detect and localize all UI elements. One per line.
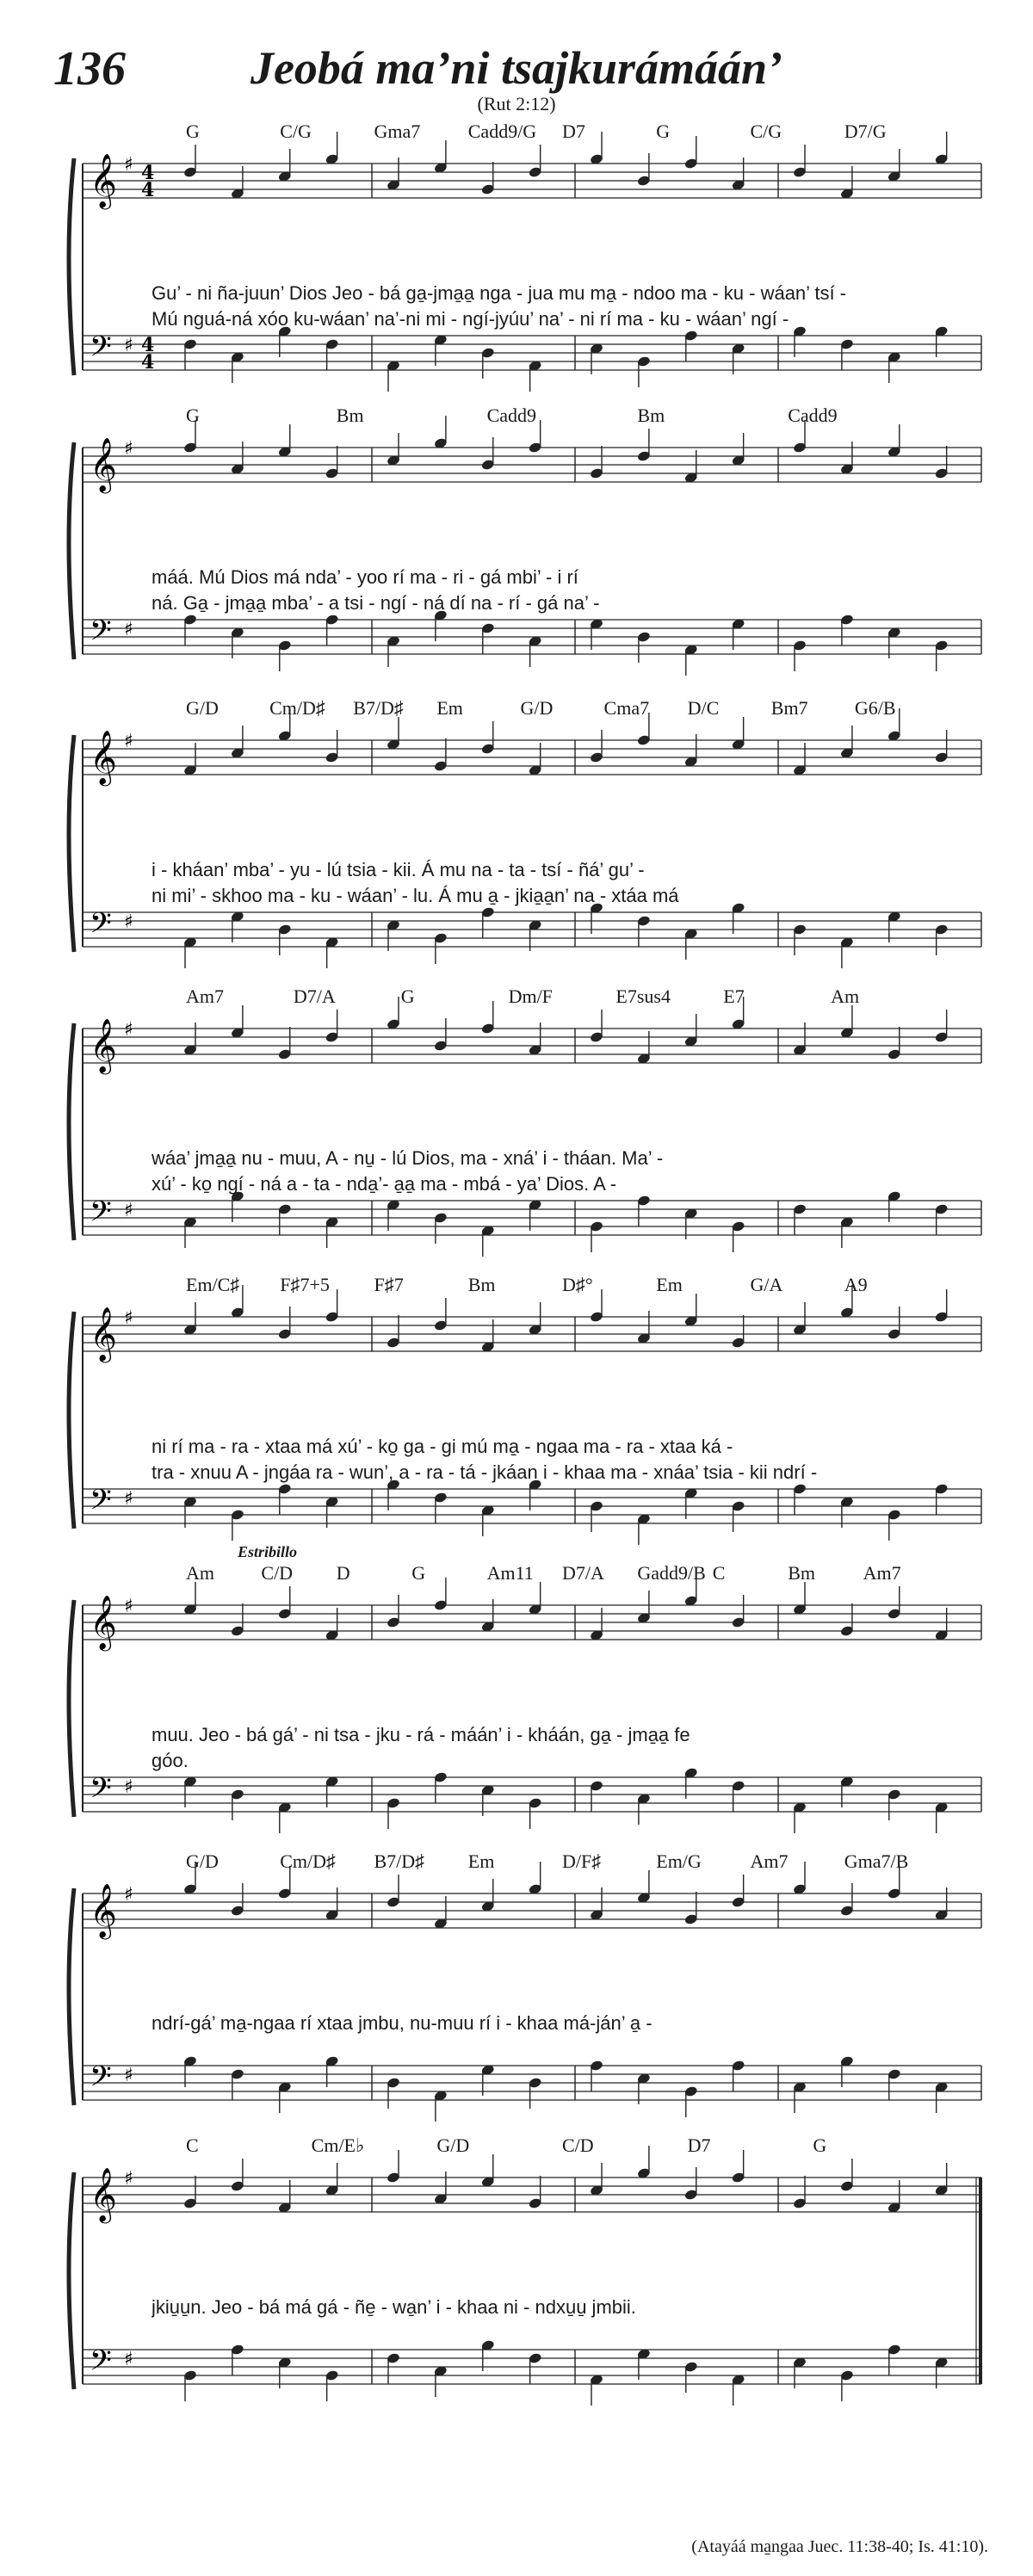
staff-lines xyxy=(48,2134,990,2418)
treble-clef-icon: 𝄞 xyxy=(90,1307,117,1361)
music-system xyxy=(48,2134,990,2418)
bass-clef-icon: 𝄢 xyxy=(90,1484,112,1523)
chord-symbol: Gma7 xyxy=(374,120,421,142)
chord-symbols xyxy=(48,1274,990,1300)
key-signature-icon: ♯ xyxy=(124,2065,133,2086)
chord-symbol: G xyxy=(813,2134,827,2156)
chord-symbol: Cm/D♯ xyxy=(269,697,325,719)
chord-symbol: C xyxy=(712,1562,726,1584)
chord-symbol: Bm xyxy=(467,1274,496,1295)
chord-symbol: D7 xyxy=(562,120,585,142)
chord-symbol: Cadd9/G xyxy=(467,120,537,142)
lyric-line-2: Mú nguá-ná xóo ku-wáan’ na’-ni mi - ngí-jyúu’ na’ - ni rí ma - ku - wáan’ ngí - xyxy=(152,308,789,330)
chord-symbol: G/A xyxy=(750,1274,783,1295)
chord-symbol: Dm/F xyxy=(508,985,553,1007)
chord-symbol: G xyxy=(400,985,415,1007)
chord-symbol: D xyxy=(336,1562,350,1584)
chord-symbol: G xyxy=(186,405,200,426)
lyric-line-2: xú’ - ko̱ ngí - ná a - ta - nda̱’- a̱a̱ ma - mbá - ya’ Dios. A - xyxy=(152,1173,617,1195)
lyric-line-2: góo. xyxy=(152,1750,189,1771)
chord-symbol: Bm xyxy=(336,405,364,426)
treble-clef-icon: 𝄞 xyxy=(90,1883,117,1937)
lyric-line-2: ni mi’ - skhoo ma - ku - wáan’ - lu. Á mu a̱ - jkia̱a̱n’ na - xtáa má xyxy=(152,885,679,906)
chord-symbols xyxy=(48,697,990,723)
treble-clef-icon: 𝄞 xyxy=(90,1018,117,1072)
chord-symbol: C/G xyxy=(750,120,782,142)
staff-lines xyxy=(48,1562,990,1846)
key-signature-icon: ♯ xyxy=(124,2349,133,2370)
lyric-line-1: Gu’ - ni ña-juun’ Dios Jeo - bá ga̱-jma̱a̱ nga - jua mu ma̱ - ndoo ma - ku - wáan’ tsí - xyxy=(152,282,847,304)
chord-symbol: G6/B xyxy=(854,697,896,719)
lyric-line-1: jkiu̱u̱n. Jeo - bá má gá - ñe̱ - wa̱n’ i - khaa ni - ndxu̱u̱ jmbii. xyxy=(152,2296,636,2318)
chord-symbol: D/F♯ xyxy=(562,1850,602,1872)
staff-lines xyxy=(48,120,990,405)
chord-symbol: Cadd9 xyxy=(486,405,537,426)
treble-clef-icon: 𝄞 xyxy=(90,1595,117,1649)
treble-clef-icon: 𝄞 xyxy=(90,153,117,207)
chord-symbol: E7 xyxy=(723,985,745,1007)
chord-symbol: Bm xyxy=(788,1562,815,1584)
treble-clef-icon: 𝄞 xyxy=(90,730,117,784)
music-system xyxy=(48,985,990,1269)
chord-symbol: Em xyxy=(656,1274,683,1295)
chord-symbol: Gadd9/B xyxy=(637,1562,706,1584)
chord-symbols xyxy=(48,120,990,146)
staff-lines xyxy=(48,1274,990,1558)
music-system xyxy=(48,1274,990,1558)
key-signature-icon: ♯ xyxy=(124,438,133,460)
chord-symbols xyxy=(48,2134,990,2160)
staff-lines xyxy=(48,697,990,981)
key-signature-icon: ♯ xyxy=(124,335,133,356)
time-signature: 4 xyxy=(141,162,155,184)
bass-clef-icon: 𝄢 xyxy=(90,1195,112,1235)
chord-symbol: Gma7/B xyxy=(844,1850,909,1872)
chord-symbol: Em/C♯ xyxy=(186,1274,240,1295)
bass-clef-icon: 𝄢 xyxy=(90,330,112,370)
chord-symbol: F♯7+5 xyxy=(280,1274,330,1295)
music-system xyxy=(48,697,990,981)
chord-symbol: D7/A xyxy=(562,1562,604,1584)
chord-symbol: G xyxy=(411,1562,426,1584)
scripture-reference: (Rut 2:12) xyxy=(477,93,556,114)
chord-symbol: Am xyxy=(831,985,860,1007)
bass-clef-icon: 𝄢 xyxy=(90,1772,112,1812)
chord-symbol: B7/D♯ xyxy=(353,697,404,719)
chord-symbol: G/D xyxy=(520,697,554,719)
bass-clef-icon: 𝄢 xyxy=(90,2344,112,2384)
chord-symbol: C/D xyxy=(562,2134,594,2156)
bass-clef-icon: 𝄢 xyxy=(90,615,112,654)
chord-symbols xyxy=(48,985,990,1011)
chord-symbol: E7sus4 xyxy=(615,985,671,1007)
staff-lines xyxy=(48,1850,990,2134)
chord-symbol: Am7 xyxy=(186,985,224,1007)
chord-symbol: D/C xyxy=(687,697,720,719)
key-signature-icon: ♯ xyxy=(124,1596,133,1617)
staff-lines xyxy=(48,405,990,689)
music-system xyxy=(48,405,990,689)
chord-symbol: B7/D♯ xyxy=(374,1850,425,1872)
chord-symbol: G/D xyxy=(436,2134,470,2156)
chord-symbol: Em/G xyxy=(656,1850,702,1872)
lyric-line-1: ndrí-gá’ ma̱-ngaa rí xtaa jmbu, nu-muu rí i - khaa má-ján’ a̱ - xyxy=(152,2012,653,2034)
chord-symbol: G xyxy=(656,120,671,142)
page-header xyxy=(0,0,1033,120)
lyric-line-1: ni rí ma - ra - xtaa má xú’ - ko̱ ga - gi mú ma̱ - ngaa ma - ra - xtaa ká - xyxy=(152,1436,733,1457)
key-signature-icon: ♯ xyxy=(124,154,133,176)
time-signature: 4 xyxy=(141,179,155,201)
key-signature-icon: ♯ xyxy=(124,1307,133,1329)
lyric-line-1: i - kháan’ mba’ - yu - lú tsia - kii. Á mu na - ta - tsí - ñá’ gu’ - xyxy=(152,859,645,880)
chord-symbol: Cma7 xyxy=(603,697,650,719)
chord-symbol: C/G xyxy=(280,120,312,142)
chord-symbols xyxy=(48,1850,990,1876)
chord-symbol: G xyxy=(186,120,200,142)
lyric-line-2: ná. Ga̱ - jma̱a̱ mba’ - a tsi - ngí - ná dí na - rí - gá na’ - xyxy=(152,592,600,614)
key-signature-icon: ♯ xyxy=(124,911,133,933)
chord-symbol: Bm7 xyxy=(770,697,808,719)
chord-symbol: Am7 xyxy=(750,1850,789,1872)
chord-symbol: Em xyxy=(436,697,463,719)
music-system xyxy=(48,1543,990,1846)
footer-note: (Atayáá ma̱ngaa Juec. 11:38-40; Is. 41:10). xyxy=(691,2537,988,2556)
chord-symbol: D7/G xyxy=(844,120,887,142)
chord-symbol: C/D xyxy=(261,1562,294,1584)
chord-symbol: A9 xyxy=(844,1274,868,1295)
chord-symbols xyxy=(48,405,990,430)
staff-lines xyxy=(48,985,990,1269)
chord-symbol: Cadd9 xyxy=(788,405,838,426)
time-signature: 4 xyxy=(141,351,155,374)
bass-clef-icon: 𝄢 xyxy=(90,2060,112,2100)
lyric-line-1: wáa’ jma̱a̱ nu - muu, A - nu̱ - lú Dios, ma - xná’ i - tháan. Ma’ - xyxy=(152,1147,664,1169)
chord-symbol: Em xyxy=(467,1850,495,1872)
treble-clef-icon: 𝄞 xyxy=(90,437,117,491)
hymn-number: 136 xyxy=(53,42,126,96)
bass-clef-icon: 𝄢 xyxy=(90,907,112,947)
chord-symbol: Am7 xyxy=(863,1562,901,1584)
key-signature-icon: ♯ xyxy=(124,1019,133,1041)
time-signature: 4 xyxy=(141,334,155,356)
chord-symbol: D7 xyxy=(687,2134,711,2156)
chord-symbol: D7/A xyxy=(293,985,336,1007)
chord-symbol: Am11 xyxy=(486,1562,534,1584)
music-system xyxy=(48,1850,990,2134)
lyric-line-1: máá. Mú Dios má nda’ - yoo rí ma - ri - gá mbi’ - i rí xyxy=(152,566,578,588)
treble-clef-icon: 𝄞 xyxy=(90,2167,117,2221)
chord-symbol: D♯° xyxy=(562,1274,593,1295)
key-signature-icon: ♯ xyxy=(124,1884,133,1906)
chord-symbol: Cm/D♯ xyxy=(280,1850,337,1872)
lyric-line-1: muu. Jeo - bá gá’ - ni tsa - jku - rá - máán’ i - kháán, ga̱ - jma̱a̱ fe xyxy=(152,1724,690,1745)
key-signature-icon: ♯ xyxy=(124,1200,133,1221)
key-signature-icon: ♯ xyxy=(124,1488,133,1510)
key-signature-icon: ♯ xyxy=(124,2168,133,2190)
key-signature-icon: ♯ xyxy=(124,619,133,640)
music-system xyxy=(48,120,990,405)
chord-symbol: Am xyxy=(186,1562,214,1584)
chord-symbol: F♯7 xyxy=(374,1274,404,1295)
chord-symbol: C xyxy=(186,2134,199,2156)
chord-symbol: Cm/E♭ xyxy=(311,2134,365,2156)
chord-symbol: Bm xyxy=(637,405,665,426)
key-signature-icon: ♯ xyxy=(124,1776,133,1798)
chord-symbol: G/D xyxy=(186,697,219,719)
hymn-title: Jeobá ma’ni tsajkurámáán’ xyxy=(250,42,783,94)
estribillo-label: Estribillo xyxy=(238,1543,298,1560)
lyric-line-2: tra - xnuu A - jngáa ra - wun’, a - ra - tá - jkáan i - khaa ma - xnáa’ tsia - kii ndrí - xyxy=(152,1461,818,1483)
chord-symbol: G/D xyxy=(186,1850,219,1872)
key-signature-icon: ♯ xyxy=(124,731,133,752)
chord-symbols xyxy=(48,1562,990,1588)
